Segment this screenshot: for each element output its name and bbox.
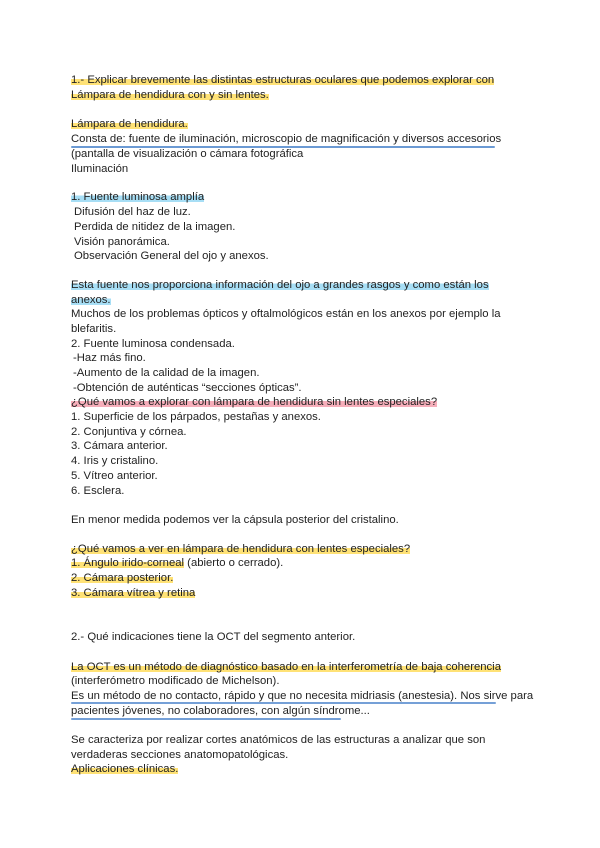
paragraph-line xyxy=(71,293,111,307)
text-span: 2.- Qué indicaciones tiene la OCT del segmento anterior. xyxy=(71,631,356,643)
list-item xyxy=(74,205,191,219)
text-span: Visión panorámica. xyxy=(74,236,170,248)
paragraph-line xyxy=(71,674,279,688)
list-heading-fuente-amplia xyxy=(71,190,204,204)
question-con-lentes xyxy=(71,542,410,556)
text-span: Muchos de los problemas ópticos y oftalmológicos están en los anexos por ejemplo la xyxy=(71,308,501,320)
paragraph-line xyxy=(71,162,128,176)
highlighted-text: 2. Cámara posterior. xyxy=(71,572,174,584)
paragraph-line xyxy=(71,748,288,762)
list-item xyxy=(73,381,302,395)
highlighted-text: Lámpara de hendidura. xyxy=(71,118,188,130)
paragraph-line xyxy=(71,132,501,146)
text-span: Iluminación xyxy=(71,163,129,175)
highlighted-text: 1. Ángulo irido-corneal xyxy=(71,557,185,569)
list-item xyxy=(71,439,168,453)
text-span: (interferómetro modificado de Michelson). xyxy=(71,675,280,687)
text-span: 5. Vítreo anterior. xyxy=(71,470,158,482)
list-heading-fuente-condensada xyxy=(71,337,235,351)
text-span: pacientes jóvenes, no colaboradores, con algún síndrome... xyxy=(71,705,370,717)
paragraph-line xyxy=(71,307,501,321)
highlighted-text: La OCT es un método de diagnóstico basado en la interferometría de baja coherencia xyxy=(71,661,501,673)
text-span: verdaderas secciones anatomopatológicas. xyxy=(71,749,289,761)
text-span: Perdida de nitidez de la imagen. xyxy=(74,221,236,233)
highlighted-text: 1.- Explicar brevemente las distintas estructuras oculares que podemos explorar con xyxy=(71,74,495,86)
question-2 xyxy=(71,630,355,644)
paragraph-line xyxy=(71,513,399,527)
list-item xyxy=(71,425,187,439)
text-span: 6. Esclera. xyxy=(71,485,125,497)
paragraph-line xyxy=(71,704,370,718)
text-span: Observación General del ojo y anexos. xyxy=(74,250,269,262)
paragraph-line xyxy=(71,278,489,292)
list-item xyxy=(71,454,158,468)
highlighted-text: anexos. xyxy=(71,294,111,306)
text-span: -Obtención de auténticas “secciones ópticas”. xyxy=(73,382,302,394)
highlighted-text: ¿Qué vamos a ver en lámpara de hendidura con lentes especiales? xyxy=(71,543,411,555)
list-item xyxy=(71,484,124,498)
paragraph-line xyxy=(71,733,485,747)
paragraph-line xyxy=(71,322,116,336)
text-span: Consta de: fuente de iluminación, microscopio de magnificación y diversos accesorios xyxy=(71,133,502,145)
list-item xyxy=(73,366,260,380)
list-item xyxy=(71,586,195,600)
highlighted-text: Lámpara de hendidura con y sin lentes. xyxy=(71,89,269,101)
section-heading-lampara xyxy=(71,117,188,131)
paragraph-line xyxy=(71,147,303,161)
blue-underline-mark xyxy=(71,718,341,720)
list-item xyxy=(74,249,269,263)
list-item xyxy=(73,351,146,365)
text-span: 3. Cámara anterior. xyxy=(71,440,168,452)
text-span: -Haz más fino. xyxy=(73,352,146,364)
list-item xyxy=(74,220,235,234)
highlighted-text: Aplicaciones clínicas. xyxy=(71,763,179,775)
list-item xyxy=(71,571,173,585)
list-item xyxy=(71,556,283,570)
section-heading-aplicaciones xyxy=(71,762,178,776)
question-sin-lentes xyxy=(71,395,437,409)
text-span: 4. Iris y cristalino. xyxy=(71,455,159,467)
paragraph-line xyxy=(71,689,533,703)
text-span: (abierto o cerrado). xyxy=(184,557,284,569)
highlighted-text: ¿Qué vamos a explorar con lámpara de hendidura sin lentes especiales? xyxy=(71,396,438,408)
question-1-line-1 xyxy=(71,73,494,87)
text-span: Es un método de no contacto, rápido y que no necesita midriasis (anestesia). Nos sirve para xyxy=(71,690,534,702)
text-span: En menor medida podemos ver la cápsula posterior del cristalino. xyxy=(71,514,399,526)
text-span: Se caracteriza por realizar cortes anatómicos de las estructuras a analizar que son xyxy=(71,734,486,746)
list-item xyxy=(71,469,158,483)
text-span: Difusión del haz de luz. xyxy=(74,206,191,218)
paragraph-line xyxy=(71,660,501,674)
text-span: (pantalla de visualización o cámara fotográfica xyxy=(71,148,304,160)
text-span: blefaritis. xyxy=(71,323,117,335)
text-span: 2. Fuente luminosa condensada. xyxy=(71,338,235,350)
highlighted-text: 1. Fuente luminosa amplía xyxy=(71,191,205,203)
text-span: 1. Superficie de los párpados, pestañas y anexos. xyxy=(71,411,321,423)
list-item xyxy=(71,410,321,424)
question-1-line-2 xyxy=(71,88,269,102)
highlighted-text: Esta fuente nos proporciona información del ojo a grandes rasgos y como están los xyxy=(71,279,489,291)
list-item xyxy=(74,235,170,249)
text-span: -Aumento de la calidad de la imagen. xyxy=(73,367,260,379)
text-span: 2. Conjuntiva y córnea. xyxy=(71,426,187,438)
highlighted-text: 3. Cámara vítrea y retina xyxy=(71,587,196,599)
